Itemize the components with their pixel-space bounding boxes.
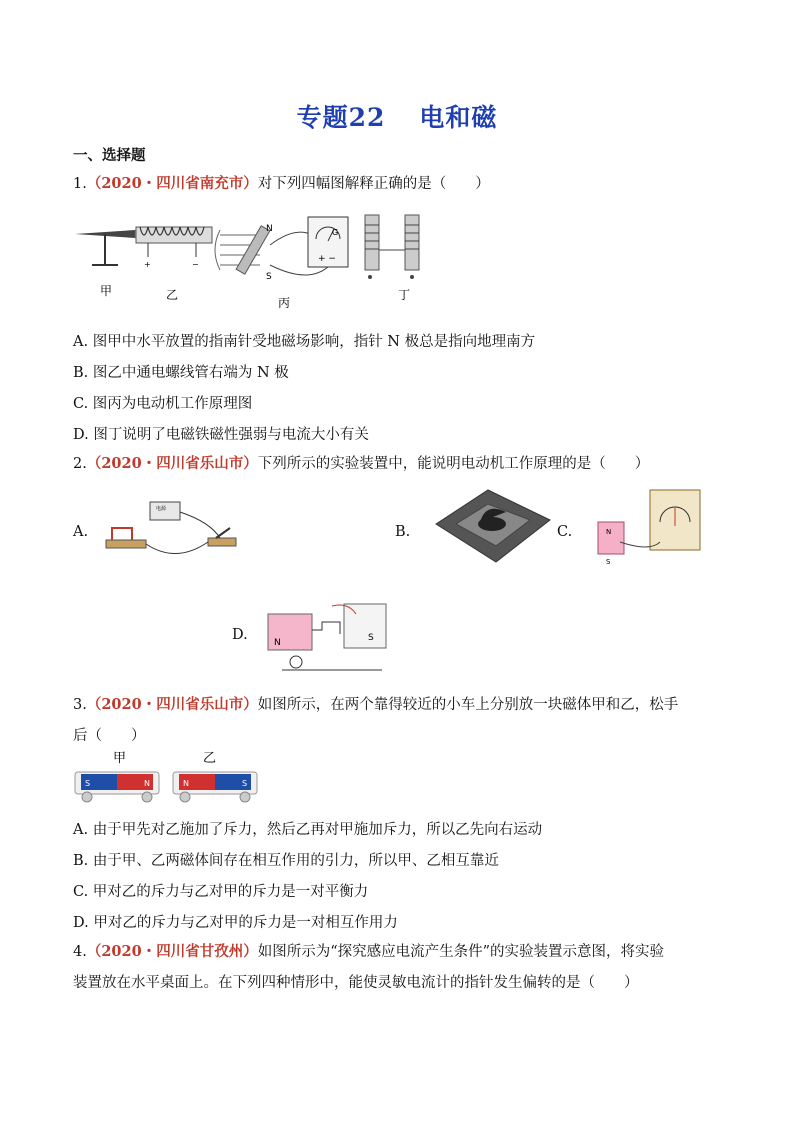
option-c-figure [590, 486, 705, 576]
svg-text:N: N [183, 779, 189, 788]
question-4-stem-line1 [73, 942, 664, 962]
title-sub: 电和磁 [419, 103, 498, 132]
option-b-label[interactable]: B. [395, 524, 411, 540]
question-3-figure [73, 746, 263, 808]
option-c-label[interactable]: C. [557, 524, 573, 540]
option-d[interactable]: D. 图丁说明了电磁铁磁性强弱与电流大小有关 [73, 427, 369, 443]
option-a[interactable]: A. 由于甲先对乙施加了斥力，然后乙再对甲施加斥力，所以乙先向右运动 [73, 822, 543, 838]
svg-text:+ −: + − [318, 254, 336, 264]
electromagnet-figure [365, 215, 419, 279]
option-c[interactable]: C. 图丙为电动机工作原理图 [73, 396, 253, 412]
option-b[interactable]: B. 图乙中通电螺线管右端为 N 极 [73, 365, 289, 381]
svg-text:N: N [266, 224, 273, 234]
question-source: （2020・四川省甘孜州） [86, 943, 258, 960]
option-a-label[interactable]: A. [73, 524, 89, 540]
magnet-s-label: S [606, 558, 611, 566]
svg-text:S: S [85, 779, 91, 788]
question-text: 对下列四幅图解释正确的是（ ） [257, 176, 490, 192]
option-d-label[interactable]: D. [232, 627, 248, 643]
figure-label: 丁 [398, 288, 411, 302]
question-3-stem-line1 [73, 695, 678, 715]
option-b-figure [426, 486, 556, 566]
question-text: 下列所示的实验装置中，能说明电动机工作原理的是（ ） [257, 456, 650, 472]
question-number: 2. [73, 456, 87, 472]
power-label: 电源 [156, 506, 167, 512]
question-2-stem [73, 454, 649, 474]
question-text: 如图所示，在两个靠得较近的小车上分别放一块磁体甲和乙，松手 [257, 697, 679, 713]
figure-label: 甲 [100, 284, 113, 298]
figure-label: 丙 [278, 296, 291, 310]
svg-text:S: S [266, 272, 272, 282]
question-number: 4. [73, 944, 87, 960]
question-1-figure [70, 205, 450, 310]
question-source: （2020・四川省南充市） [86, 175, 258, 192]
question-1-stem [73, 174, 490, 194]
svg-text:S: S [242, 779, 248, 788]
magnet-n-label: N [606, 528, 612, 536]
question-4-stem-line2: 装置放在水平桌面上。在下列四种情形中，能使灵敏电流计的指针发生偏转的是（ ） [73, 975, 639, 991]
option-a-figure [98, 498, 243, 568]
question-number: 1. [73, 176, 87, 192]
figure-label: 乙 [166, 288, 179, 302]
figure-label: 乙 [203, 751, 217, 766]
svg-text:G: G [332, 228, 339, 237]
svg-text:−: − [192, 260, 199, 269]
figure-label: 甲 [113, 751, 127, 766]
question-source: （2020・四川省乐山市） [86, 696, 258, 713]
svg-text:+: + [144, 260, 151, 269]
question-3-stem-line2: 后（ ） [73, 728, 146, 744]
magnet-n-label: N [274, 638, 281, 648]
option-a[interactable]: A. 图甲中水平放置的指南针受地磁场影响，指针 N 极总是指向地理南方 [73, 334, 536, 350]
magnet-s-label: S [368, 633, 374, 643]
question-number: 3. [73, 697, 87, 713]
option-c[interactable]: C. 甲对乙的斥力与乙对甲的斥力是一对平衡力 [73, 884, 369, 900]
solenoid-figure [136, 227, 212, 269]
page-title [0, 98, 794, 134]
option-b[interactable]: B. 由于甲、乙两磁体间存在相互作用的引力，所以甲、乙相互靠近 [73, 853, 499, 869]
galvanometer-setup-figure [215, 217, 348, 282]
option-d-figure [262, 600, 392, 678]
question-text: 如图所示为“探究感应电流产生条件”的实验装置示意图，将实验 [257, 944, 665, 960]
question-source: （2020・四川省乐山市） [86, 455, 258, 472]
option-d[interactable]: D. 甲对乙的斥力与乙对甲的斥力是一对相互作用力 [73, 915, 398, 931]
section-heading: 一、选择题 [73, 148, 146, 164]
svg-text:N: N [144, 779, 150, 788]
title-main: 专题22 [296, 103, 386, 132]
